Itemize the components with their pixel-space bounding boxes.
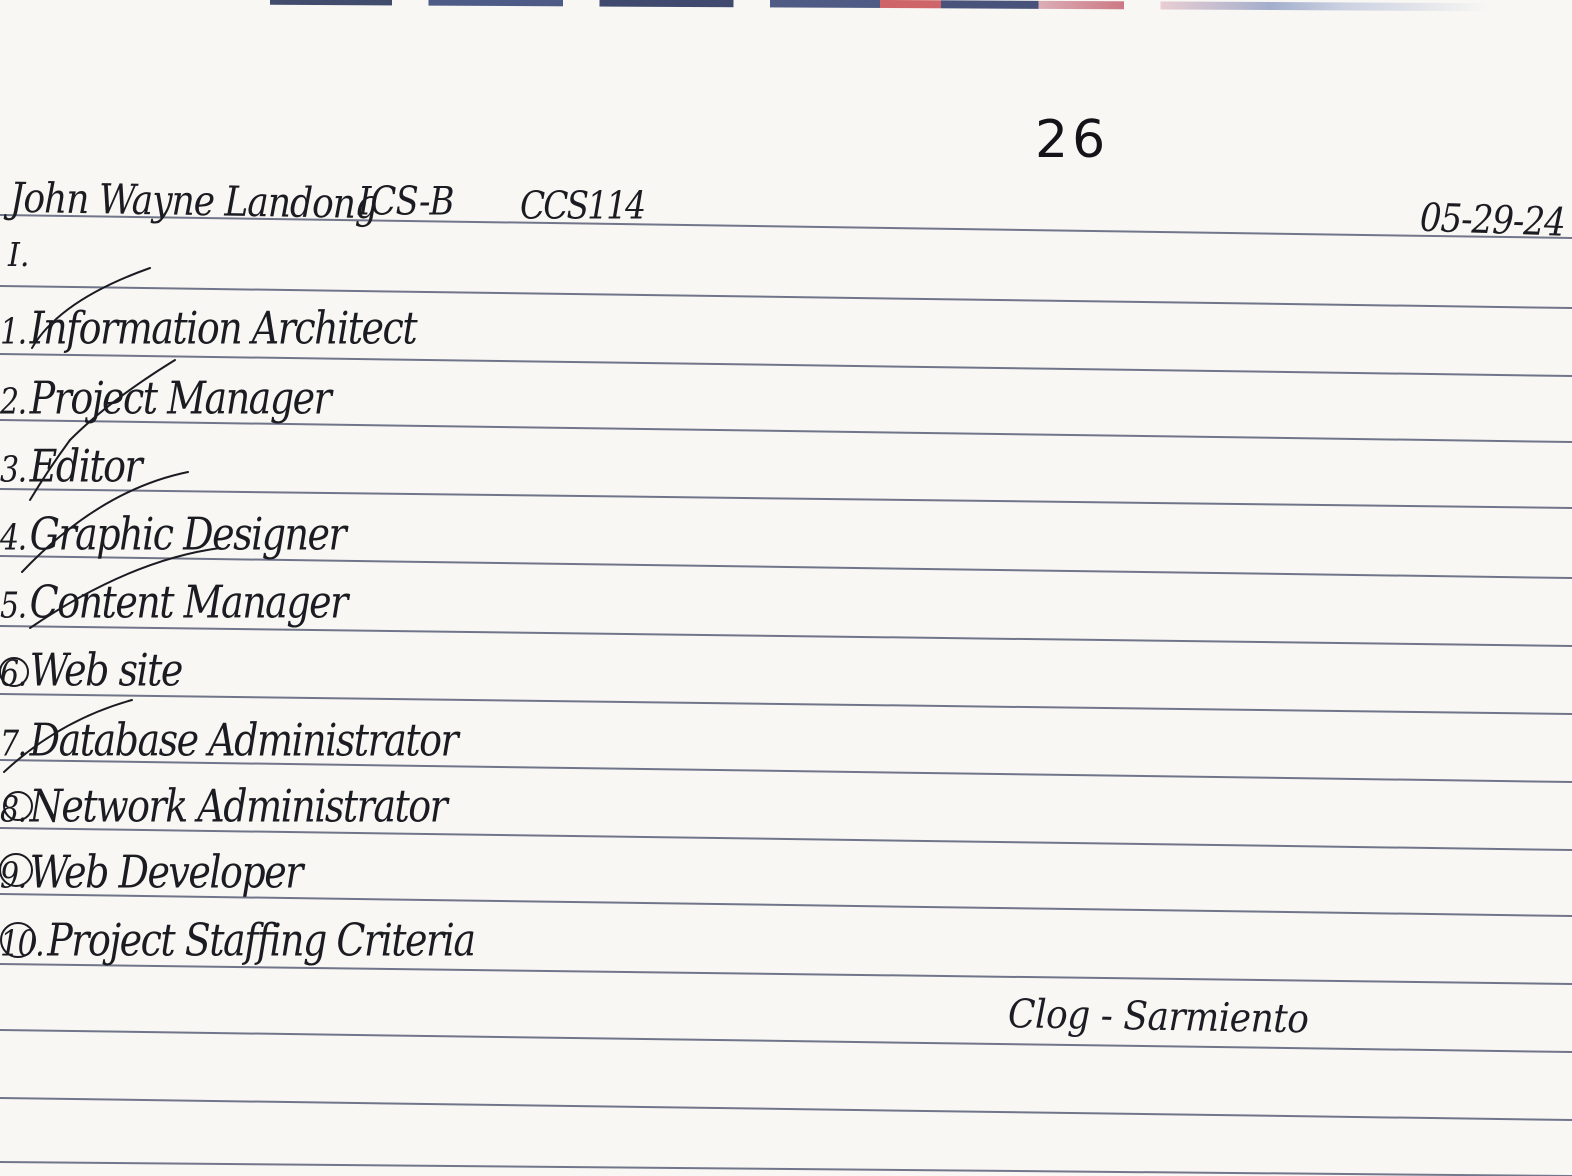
rule-line	[0, 1098, 1572, 1120]
part-label: I.	[8, 236, 30, 275]
answer-text: Graphic Designer	[29, 508, 346, 560]
answer-item	[0, 440, 141, 492]
answer-item	[0, 508, 345, 560]
checker-signature: Clog - Sarmiento	[1007, 991, 1309, 1043]
rule-line	[0, 489, 1572, 508]
answer-number: 6.	[0, 653, 26, 695]
rule-line	[0, 626, 1572, 646]
answer-item	[0, 914, 474, 966]
date: 05-29-24	[1419, 195, 1566, 247]
answer-number: 9.	[0, 855, 26, 897]
answer-text: Network Administrator	[29, 780, 447, 832]
answer-number: 7.	[0, 723, 26, 765]
course-code: CCS114	[520, 183, 645, 228]
answer-text: Web Developer	[29, 846, 302, 898]
rule-line	[0, 964, 1572, 984]
answer-item	[0, 846, 302, 898]
answer-number: 1.	[0, 311, 26, 353]
rule-line	[0, 1030, 1572, 1052]
answer-number: 3.	[0, 449, 26, 491]
section: ICS-B	[358, 179, 454, 225]
answer-item	[0, 780, 446, 832]
answer-number: 5.	[0, 585, 26, 627]
answer-item	[0, 714, 457, 766]
rule-line	[0, 694, 1572, 714]
score: 26	[1035, 110, 1110, 170]
answer-number: 10.	[0, 923, 44, 965]
answer-item	[0, 302, 416, 354]
answer-number: 4.	[0, 517, 26, 559]
answer-text: Project Staffing Criteria	[47, 914, 475, 966]
answer-number: 2.	[0, 381, 26, 423]
answer-text: Database Administrator	[29, 714, 458, 766]
rule-line	[0, 1162, 1572, 1176]
answer-item	[0, 576, 347, 628]
answer-item	[0, 644, 182, 696]
answer-text: Content Manager	[29, 576, 347, 628]
answer-number: 8.	[0, 789, 26, 831]
answer-text: Editor	[29, 440, 142, 492]
student-name: John Wayne Landong	[9, 174, 378, 229]
answer-text: Project Manager	[29, 372, 331, 424]
answer-text: Information Architect	[29, 302, 417, 354]
answer-item	[0, 372, 330, 424]
answer-text: Web site	[29, 644, 182, 696]
